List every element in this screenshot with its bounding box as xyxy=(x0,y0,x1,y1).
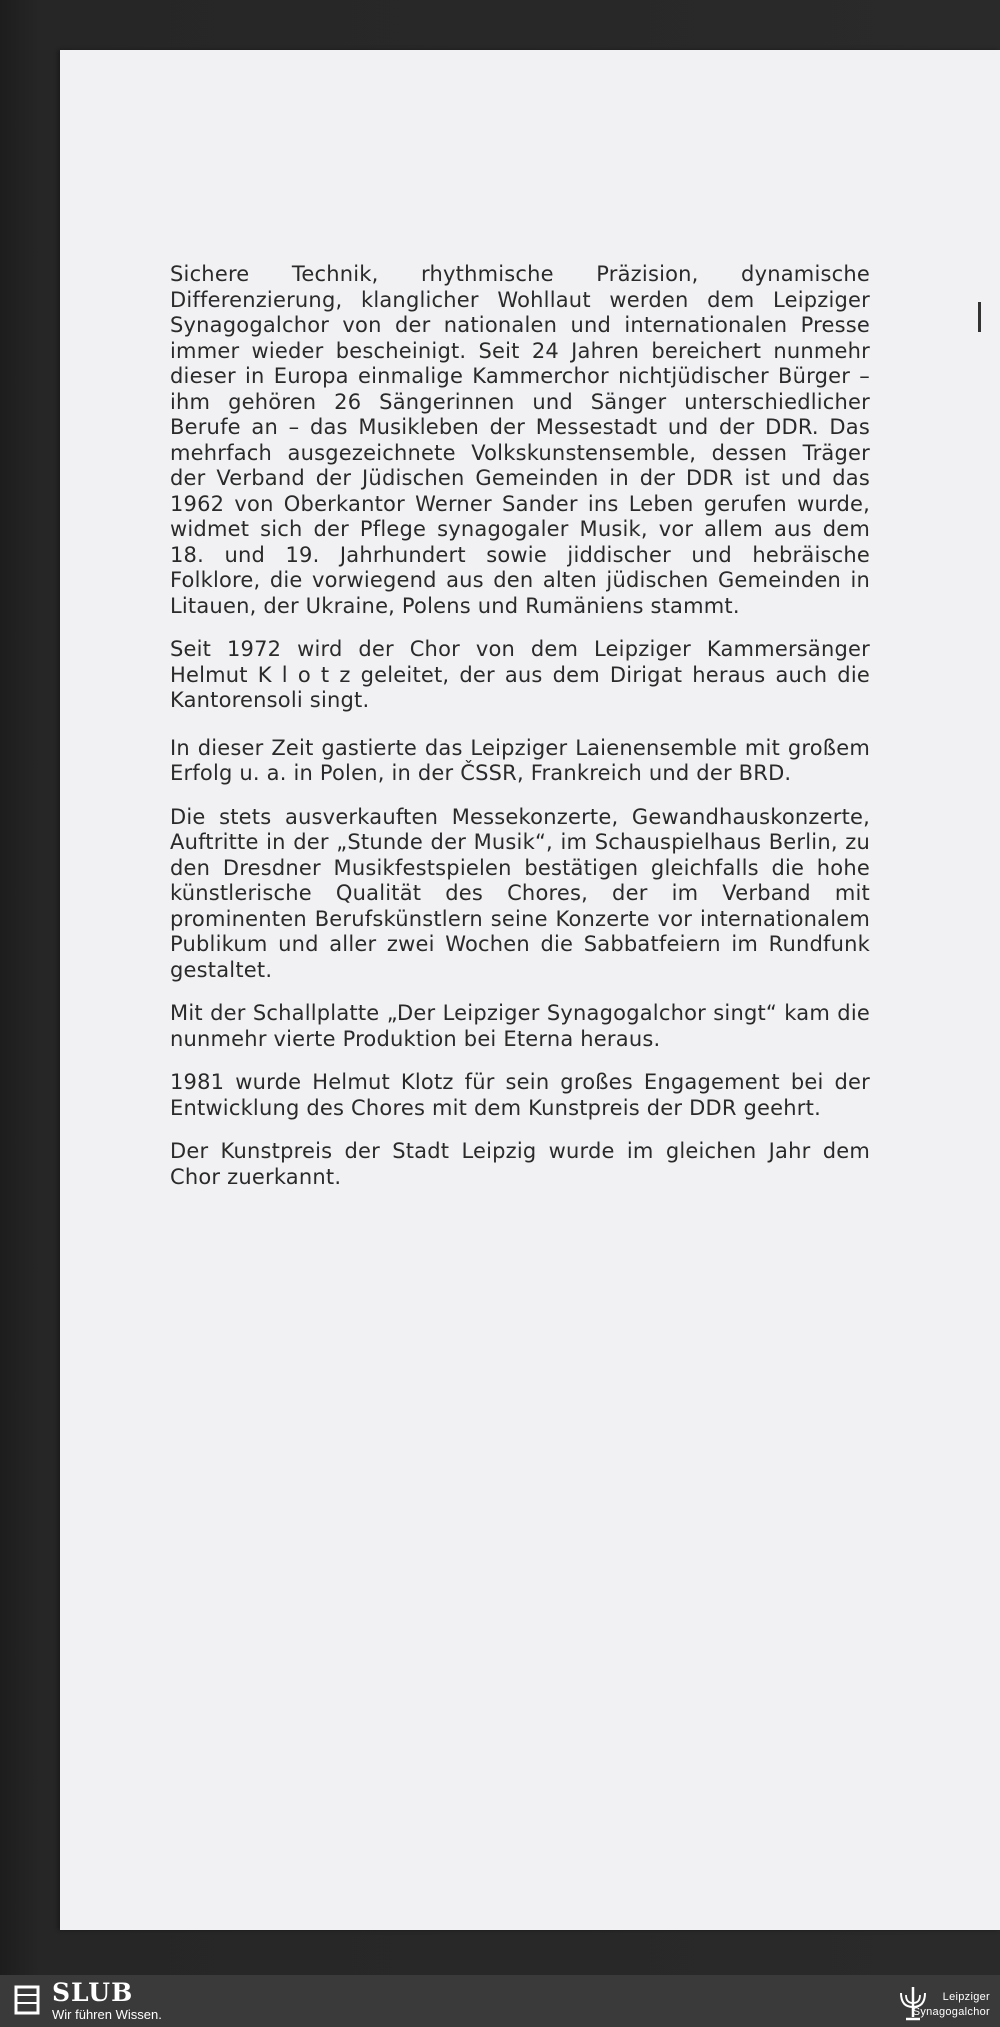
paragraph-record: Mit der Schallplatte „Der Leipziger Synagogalchor singt“ kam die nunmehr vierte Produktion bei Eterna heraus. xyxy=(170,1001,870,1051)
partner-name-line1: Leipziger xyxy=(942,1991,990,2003)
paragraph-intro: Sichere Technik, rhythmische Präzision, dynamische Differenzierung, klanglicher Wohllaut werden dem Leipziger Synagogalchor von der nationalen und internationalen Presse immer wieder bescheinigt. Seit 24 Jahren bereichert nunmehr dieser in Europa einmalige Kammerchor nichtjüdischer Bürger – ihm gehören 26 Sängerinnen und Sänger unterschiedlicher Berufe an – das Musikleben der Messestadt und der DDR. Das mehrfach ausgezeichnete Volkskunstensemble, dessen Träger der Verband der Jüdischen Gemeinden in der DDR ist und das 1962 von Oberkantor Werner Sander ins Leben gerufen wurde, widmet sich der Pflege synagogaler Musik, vor allem aus dem 18. und 19. Jahrhundert sowie jiddischer und hebräische Folklore, die vorwiegend aus den alten jüdischen Gemeinden in Litauen, der Ukraine, Polens und Rumäniens stammt. xyxy=(170,262,870,618)
partner-name-line2: Synagogalchor xyxy=(912,2006,990,2018)
paragraph-city-award: Der Kunstpreis der Stadt Leipzig wurde im gleichen Jahr dem Chor zuerkannt. xyxy=(170,1139,870,1189)
paragraph-award-1981: 1981 wurde Helmut Klotz für sein großes Engagement bei der Entwicklung des Chores mit dem Kunstpreis der DDR geehrt. xyxy=(170,1070,870,1120)
paragraph-director: Seit 1972 wird der Chor von dem Leipziger Kammersänger Helmut K l o t z geleitet, der aus dem Dirigat heraus auch die Kantorensoli singt. xyxy=(170,637,870,712)
menorah-icon xyxy=(896,1981,930,2025)
slub-tagline: Wir führen Wissen. xyxy=(52,2007,162,2022)
paragraph-concerts: Die stets ausverkauften Messekonzerte, Gewandhauskonzerte, Auftritte in der „Stunde der Musik“, im Schauspielhaus Berlin, zu den Dresdner Musikfestspielen bestätigen gleichfalls die hohe künstlerische Qualität des Chores, der im Verband mit prominenten Berufskünstlern seine Konzerte vor internationalem Publikum und aller zwei Wochen die Sabbatfeiern im Rundfunk gestaltet. xyxy=(170,804,870,982)
paragraph-tours: In dieser Zeit gastierte das Leipziger Laienensemble mit großem Erfolg u. a. in Polen, in der ČSSR, Frankreich und der BRD. xyxy=(170,735,870,785)
slub-logo-icon xyxy=(12,1983,42,2017)
footer-bar xyxy=(0,1975,1000,2027)
slub-brand: SLUB xyxy=(52,1978,134,2007)
margin-mark xyxy=(978,302,981,332)
document-text xyxy=(170,262,870,1208)
